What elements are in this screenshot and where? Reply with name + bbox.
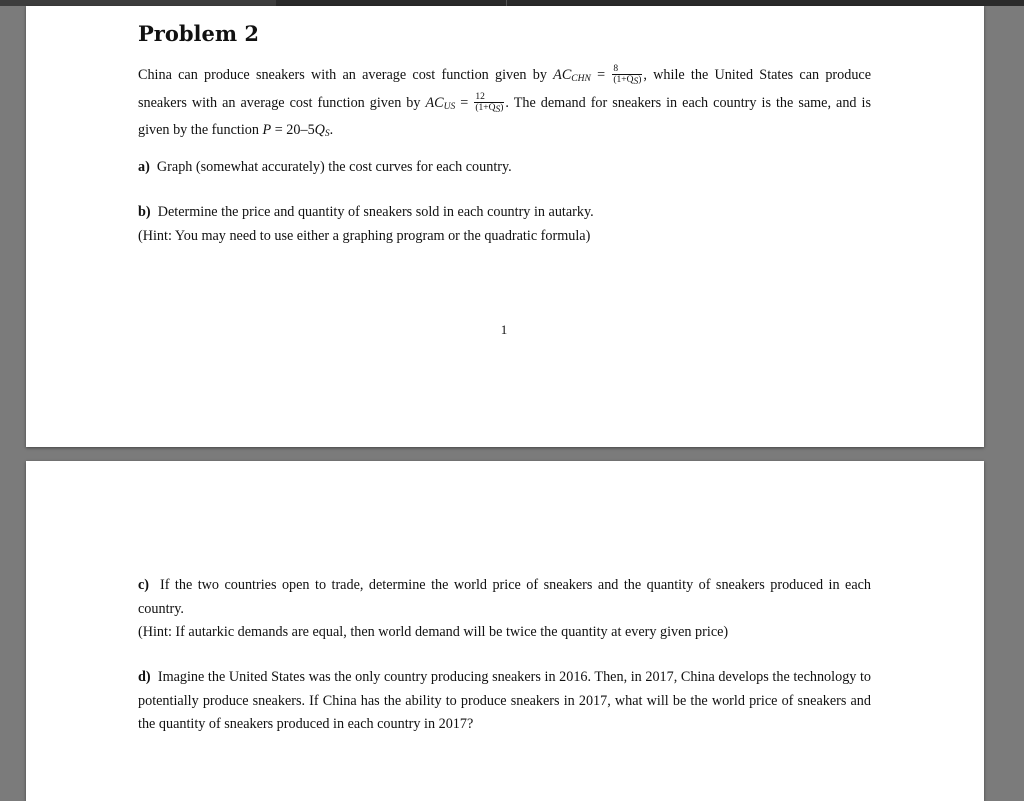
part-d [138, 666, 871, 737]
document-page-1 [26, 6, 984, 447]
part-c-text: If the two countries open to trade, determine the world price of sneakers and the quantity of sneakers produced in each country. [138, 577, 872, 617]
part-a [138, 156, 871, 180]
part-d-label: d) [138, 669, 151, 685]
part-a-text: Graph (somewhat accurately) the cost curves for each country. [156, 159, 512, 175]
part-c-label: c) [138, 577, 150, 593]
part-c-hint: (Hint: If autarkic demands are equal, then world demand will be twice the quantity at every given price) [138, 624, 729, 640]
part-b-hint: (Hint: You may need to use either a graphing program or the quadratic formula) [138, 227, 591, 244]
part-b-text: Determine the price and quantity of sneakers sold in each country in autarky. [157, 204, 594, 220]
china-ac-fraction: $\frac{8}{(1+QS)}$ [613, 64, 642, 88]
problem-heading: Problem 2 [138, 21, 260, 46]
part-b [138, 201, 871, 248]
part-a-label: a) [138, 159, 150, 175]
us-ac-fraction: $\frac{12}{(1+QS)}$ [475, 91, 504, 115]
page-number: 1 [500, 322, 508, 337]
part-d-text: Imagine the United States was the only country producing sneakers in 2016. Then, in 2017, China develops the technology to potentially produce sneakers. If China has the ability to produce sneakers in 2017, what will be the world price of sneakers and the quantity of sneakers produced in each country in 2017? [138, 669, 872, 732]
intro-paragraph: China can produce sneakers with an average cost function given by $AC_{CHN}$ = $\frac{8}{(1+QS)}$ , while the United States can produce sneakers with an average cost function given by $AC_{US}$ = $\frac{12}{(1+QS)}$ . The demand for sneakers in each country is the same, and is given by the function $P = 20-5Q_S$. [138, 64, 872, 139]
document-page-2 [26, 461, 984, 801]
part-c [138, 574, 871, 645]
part-b-label: b) [138, 204, 151, 220]
